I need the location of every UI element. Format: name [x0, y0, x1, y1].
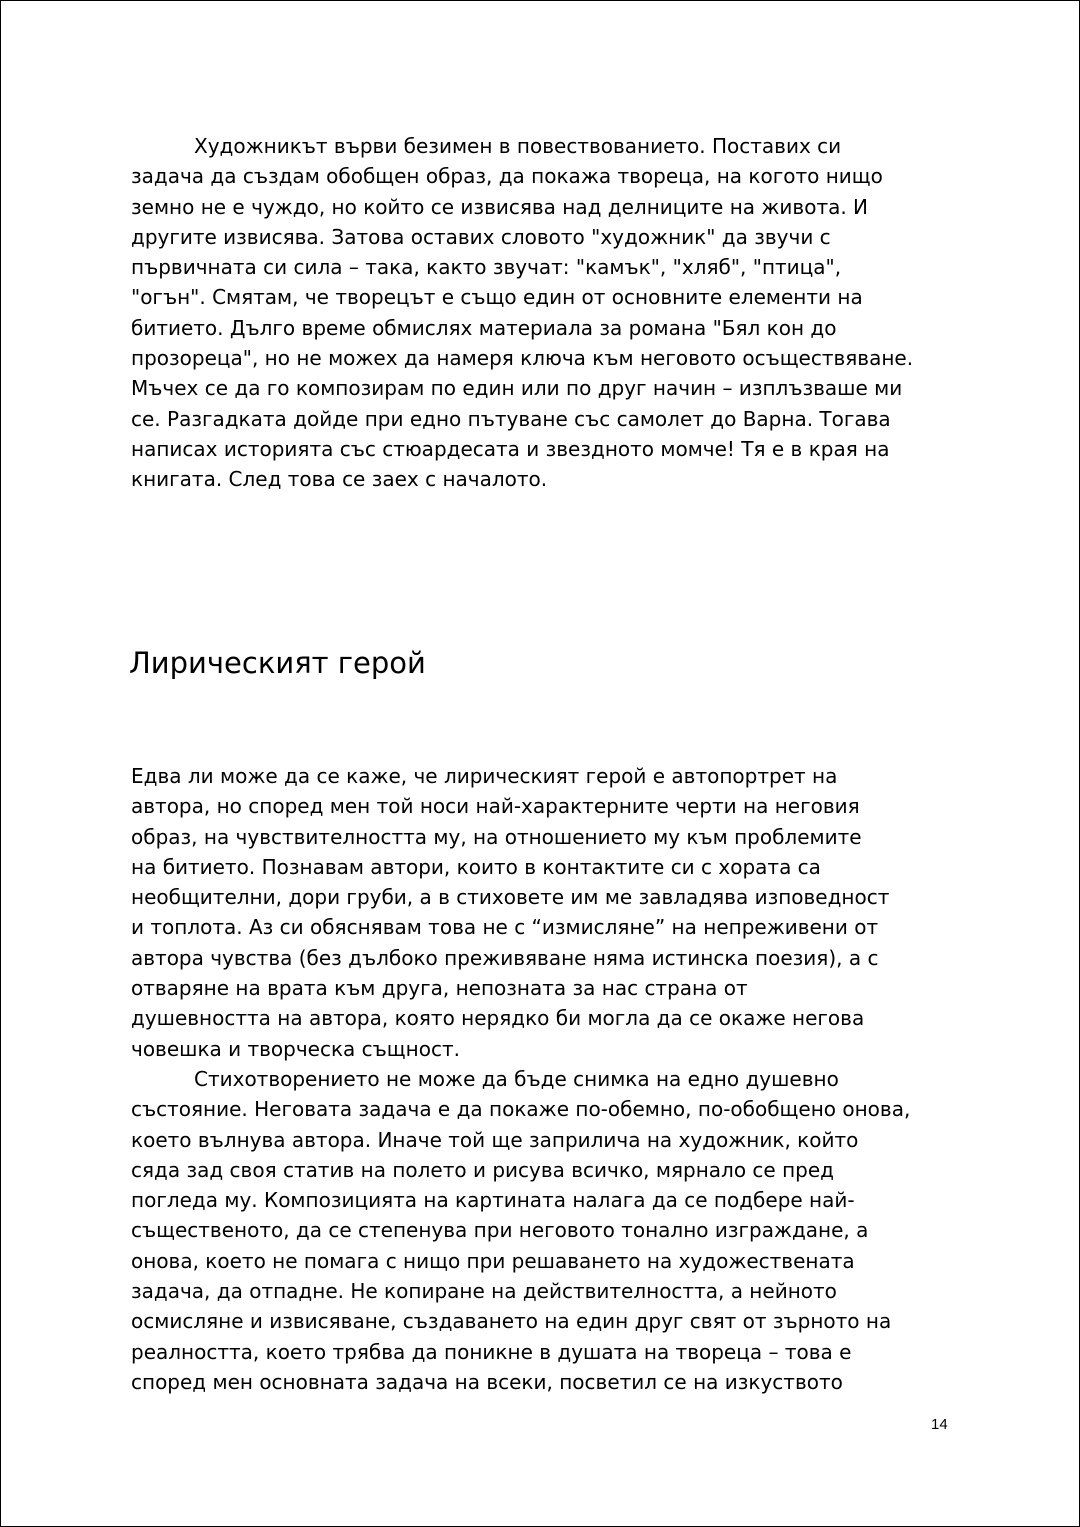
text-line: прозореца", но не можех да намеря ключа към неговото осъществяване. [131, 346, 914, 371]
section-heading: Лирическият герой [129, 646, 426, 680]
text-line: на битието. Познавам автори, които в контактите си с хората са [131, 854, 821, 879]
text-line: Художникът върви безимен в повествованието. Поставих си [194, 134, 842, 158]
text-line: онова, което не помага с нищо при решаването на художествената [131, 1248, 855, 1273]
text-line: отваряне на врата към друга, непозната за нас страна от [131, 976, 748, 1001]
text-line: и топлота. Аз си обяснявам това не с “измисляне” на непреживени от [131, 915, 879, 940]
text-line: състояние. Неговата задача е да покаже по-обемно, по-обобщено онова, [131, 1097, 911, 1122]
text-line: написах историята със стюардесата и звездното момче! Тя е в края на [131, 436, 890, 461]
text-line: сяда зад своя статив на полето и рисува всичко, мярнало се пред [131, 1157, 834, 1182]
text-line: което вълнува автора. Иначе той ще заприлича на художник, който [131, 1127, 859, 1152]
text-line: осмисляне и извисяване, създаването на един друг свят от зърното на [131, 1309, 892, 1334]
paragraph-lyrical-hero [131, 761, 971, 1397]
text-line: първичната си сила – така, както звучат: "камък", "хляб", "птица", [131, 255, 842, 280]
paragraph-artist [131, 131, 971, 495]
text-line: земно не е чуждо, но който се извисява над делниците на живота. И [131, 194, 869, 219]
text-line: другите извисява. Затова оставих словото "художник" да звучи с [131, 224, 831, 249]
page-number: 14 [931, 1416, 948, 1433]
text-line: душевността на автора, която нерядко би могла да се окаже негова [131, 1006, 865, 1031]
text-line: автора чувства (без дълбоко преживяване няма истинска поезия), а с [131, 945, 879, 970]
text-line: човешка и творческа същност. [131, 1036, 460, 1061]
text-line: автора, но според мен той носи най-характерните черти на неговия [131, 794, 860, 819]
text-line: Едва ли може да се каже, че лирическият герой е автопортрет на [131, 764, 838, 788]
text-line: необщителни, дори груби, а в стиховете им ме завладява изповедност [131, 885, 890, 910]
text-line: реалността, което трябва да поникне в душата на твореца – това е [131, 1339, 852, 1364]
text-line: Стихотворението не може да бъде снимка на едно душевно [194, 1066, 839, 1091]
text-line: задача, да отпадне. Не копиране на действителността, а нейното [131, 1279, 837, 1304]
text-line: според мен основната задача на всеки, посветил се на изкуството [131, 1369, 843, 1394]
text-line: битието. Дълго време обмислях материала за романа "Бял кон до [131, 315, 837, 340]
text-line: задача да създам обобщен образ, да покажа твореца, на когото нищо [131, 164, 883, 189]
text-line: книгата. След това се заех с началото. [131, 467, 548, 492]
text-line: образ, на чувствителността му, на отношението му към проблемите [131, 824, 862, 849]
text-line: Мъчех се да го композирам по един или по друг начин – изплъзваше ми [131, 376, 903, 401]
text-line: "огън". Смятам, че творецът е също един от основните елементи на [131, 285, 863, 310]
text-line: същественото, да се степенува при неговото тонално изграждане, а [131, 1218, 869, 1243]
text-line: се. Разгадката дойде при едно пътуване със самолет до Варна. Тогава [131, 406, 891, 431]
text-line: погледа му. Композицията на картината налага да се подбере най- [131, 1188, 855, 1213]
